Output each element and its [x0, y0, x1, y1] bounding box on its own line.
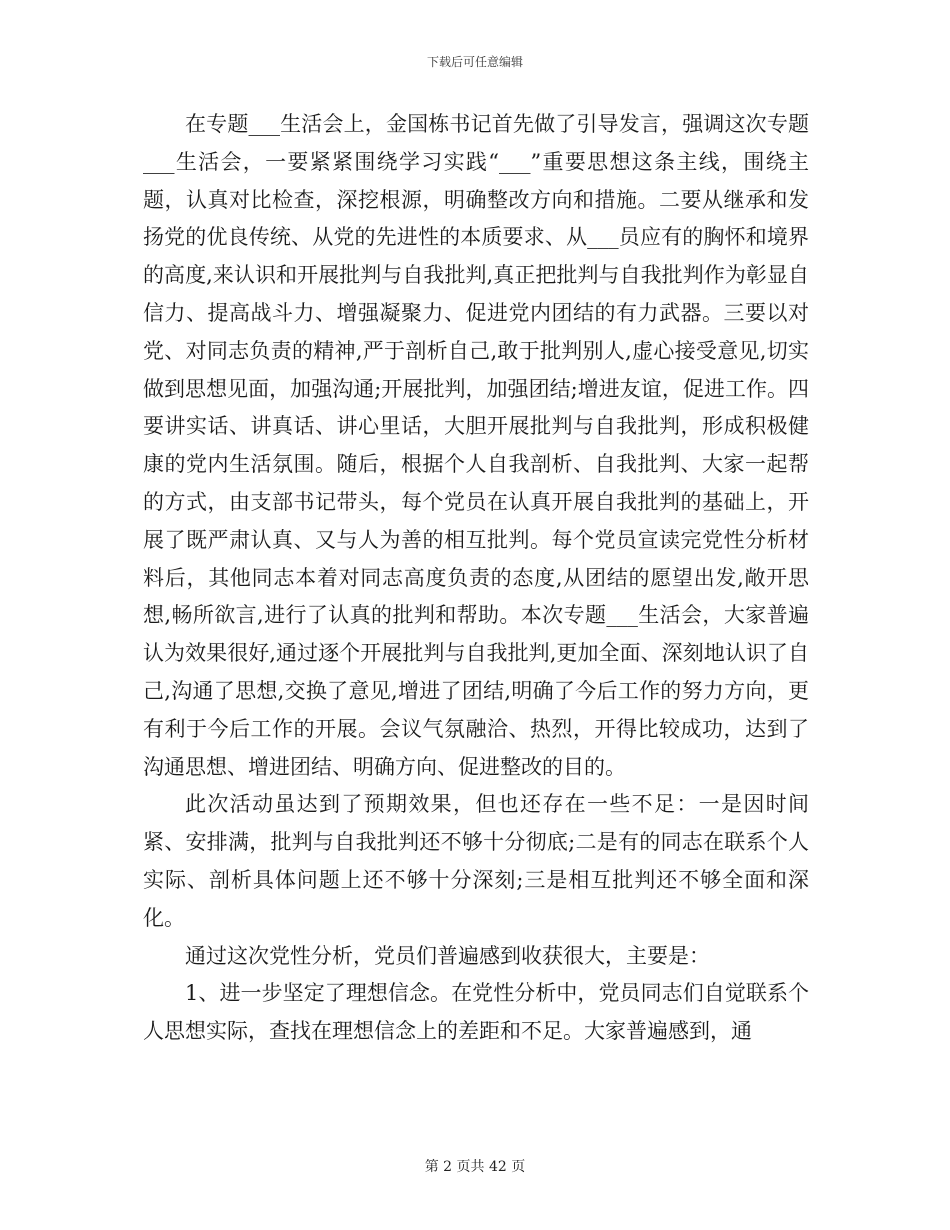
page-footer: 第 2 页共 42 页	[424, 1159, 526, 1175]
paragraph-point-1: 1、进一步坚定了理想信念。在党性分析中，党员同志们自觉联系个人思想实际，查找在理想信念上的差距和不足。大家普遍感到，通	[143, 981, 809, 1044]
paragraph-gains-intro: 通过这次党性分析，党员们普遍感到收获很大，主要是：	[185, 943, 710, 968]
document-body	[143, 106, 809, 1051]
paragraph-meeting-summary: 在专题___生活会上，金国栋书记首先做了引导发言，强调这次专题___生活会，一要紧紧围绕学习实践“___”重要思想这条主线，围绕主题，认真对比检查，深挖根源，明确整改方向和措施。二要从继承和发扬党的优良传统、从党的先进性的本质要求、从___员应有的胸怀和境界的高度,来认识和开展批判与自我批判,真正把批判与自我批判作为彰显自信力、提高战斗力、增强凝聚力、促进党内团结的有力武器。三要以对党、对同志负责的精神,严于剖析自己,敢于批判别人,虚心接受意见,切实做到思想见面，加强沟通;开展批判，加强团结;增进友谊，促进工作。四要讲实话、讲真话、讲心里话，大胆开展批判与自我批判，形成积极健康的党内生活氛围。随后，根据个人自我剖析、自我批判、大家一起帮的方式，由支部书记带头，每个党员在认真开展自我批判的基础上，开展了既严肃认真、又与人为善的相互批判。每个党员宣读完党性分析材料后，其他同志本着对同志高度负责的态度,从团结的愿望出发,敞开思想,畅所欲言,进行了认真的批判和帮助。本次专题___生活会，大家普遍认为效果很好,通过逐个开展批判与自我批判,更加全面、深刻地认识了自己,沟通了思想,交换了意见,增进了团结,明确了今后工作的努力方向，更有利于今后工作的开展。会议气氛融洽、热烈，开得比较成功，达到了沟通思想、增进团结、明确方向、促进整改的目的。	[143, 112, 809, 779]
paragraph-shortcomings: 此次活动虽达到了预期效果，但也还存在一些不足：一是因时间紧、安排满，批判与自我批判还不够十分彻底;二是有的同志在联系个人实际、剖析具体问题上还不够十分深刻;三是相互批判还不够全面和深化。	[143, 792, 809, 930]
page-header: 下载后可任意编辑	[426, 55, 523, 69]
